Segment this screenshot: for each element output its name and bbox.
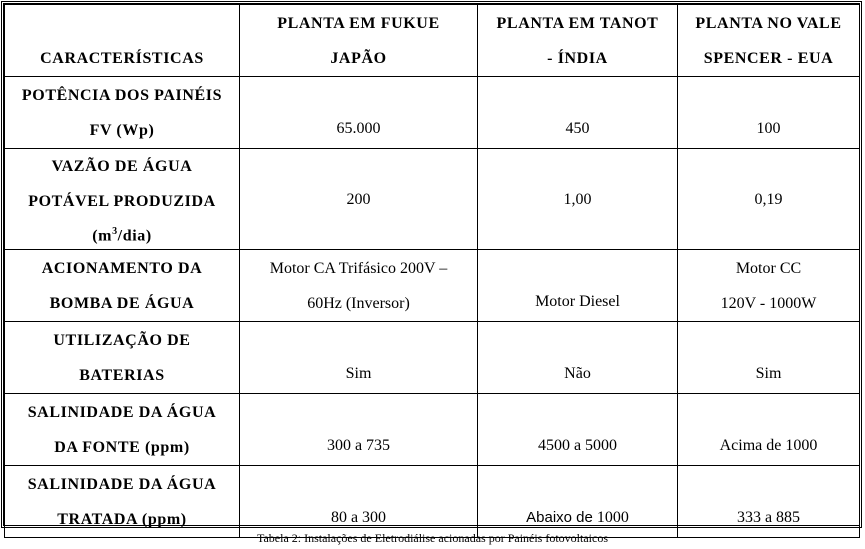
row-label [5, 149, 240, 250]
cell-line: 120V - 1000W [720, 294, 817, 312]
header-fukue [240, 5, 478, 77]
header-tanot [478, 5, 678, 77]
label-line: POTÊNCIA DOS PAINÉIS [21, 86, 223, 104]
table-cell: 450 [478, 77, 678, 149]
table-cell: 0,19 [678, 149, 860, 250]
header-caracteristicas [5, 5, 240, 77]
row-label [5, 322, 240, 394]
header-line: JAPÃO [330, 50, 387, 67]
header-spencer [678, 5, 860, 77]
label-unit: $(m^3/dia)$ [92, 226, 152, 245]
table-cell [240, 250, 478, 322]
table-frame [1, 1, 862, 528]
label-line: FV (Wp) [89, 121, 155, 139]
table-caption: Tabela 2: Instalações de Eletrodiálise acionadas por Painéis fotovoltaicos [256, 531, 609, 545]
table-cell: Sim [240, 322, 478, 394]
label-line: POTÁVEL PRODUZIDA [28, 193, 216, 210]
table-cell: 65.000 [240, 77, 478, 149]
row-label [5, 466, 240, 538]
cell-text-serif: 1000 [592, 509, 629, 527]
label-line: ACIONAMENTO DA [41, 259, 203, 277]
table-cell: 1,00 [478, 149, 678, 250]
header-line: PLANTA EM TANOT [496, 15, 659, 32]
table-cell: 333 a 885 [678, 466, 860, 538]
table-cell: Sim [678, 322, 860, 394]
table-row [5, 77, 860, 149]
table-cell: 300 a 735 [240, 394, 478, 466]
table-cell: Não [478, 322, 678, 394]
table-cell [678, 250, 860, 322]
table-cell: 4500 a 5000 [478, 394, 678, 466]
row-label [5, 77, 240, 149]
header-line: CARACTERÍSTICAS [40, 50, 204, 67]
table-cell: 80 a 300 [240, 466, 478, 538]
cell-text-sans: Abaixo de [526, 509, 593, 527]
table-cell: 100 [678, 77, 860, 149]
label-line: DA FONTE (ppm) [54, 438, 190, 456]
label-line: BATERIAS [79, 366, 165, 384]
header-line: - ÍNDIA [547, 50, 608, 67]
table-row [5, 322, 860, 394]
table-row [5, 466, 860, 538]
row-label [5, 250, 240, 322]
cell-line: 60Hz (Inversor) [307, 294, 410, 312]
table-cell [478, 466, 678, 538]
table-cell: 200 [240, 149, 478, 250]
table-cell: Acima de 1000 [678, 394, 860, 466]
table-row [5, 149, 860, 250]
header-line: SPENCER - EUA [703, 50, 834, 67]
label-line: SALINIDADE DA ÁGUA [27, 475, 217, 493]
label-line: SALINIDADE DA ÁGUA [27, 403, 217, 421]
comparison-table [4, 4, 860, 538]
label-line: UTILIZAÇÃO DE [53, 331, 191, 349]
cell-line: Motor CC [735, 259, 802, 277]
row-label [5, 394, 240, 466]
table-row [5, 250, 860, 322]
cell-line: Motor CA Trifásico 200V – [269, 259, 448, 277]
label-line: TRATADA (ppm) [57, 510, 187, 528]
table-row [5, 394, 860, 466]
table-cell: Motor Diesel [478, 250, 678, 322]
header-line: PLANTA NO VALE [695, 15, 842, 32]
label-line: BOMBA DE ÁGUA [49, 294, 195, 312]
label-line: VAZÃO DE ÁGUA [51, 158, 193, 175]
header-row [5, 5, 860, 77]
header-line: PLANTA EM FUKUE [277, 15, 440, 32]
